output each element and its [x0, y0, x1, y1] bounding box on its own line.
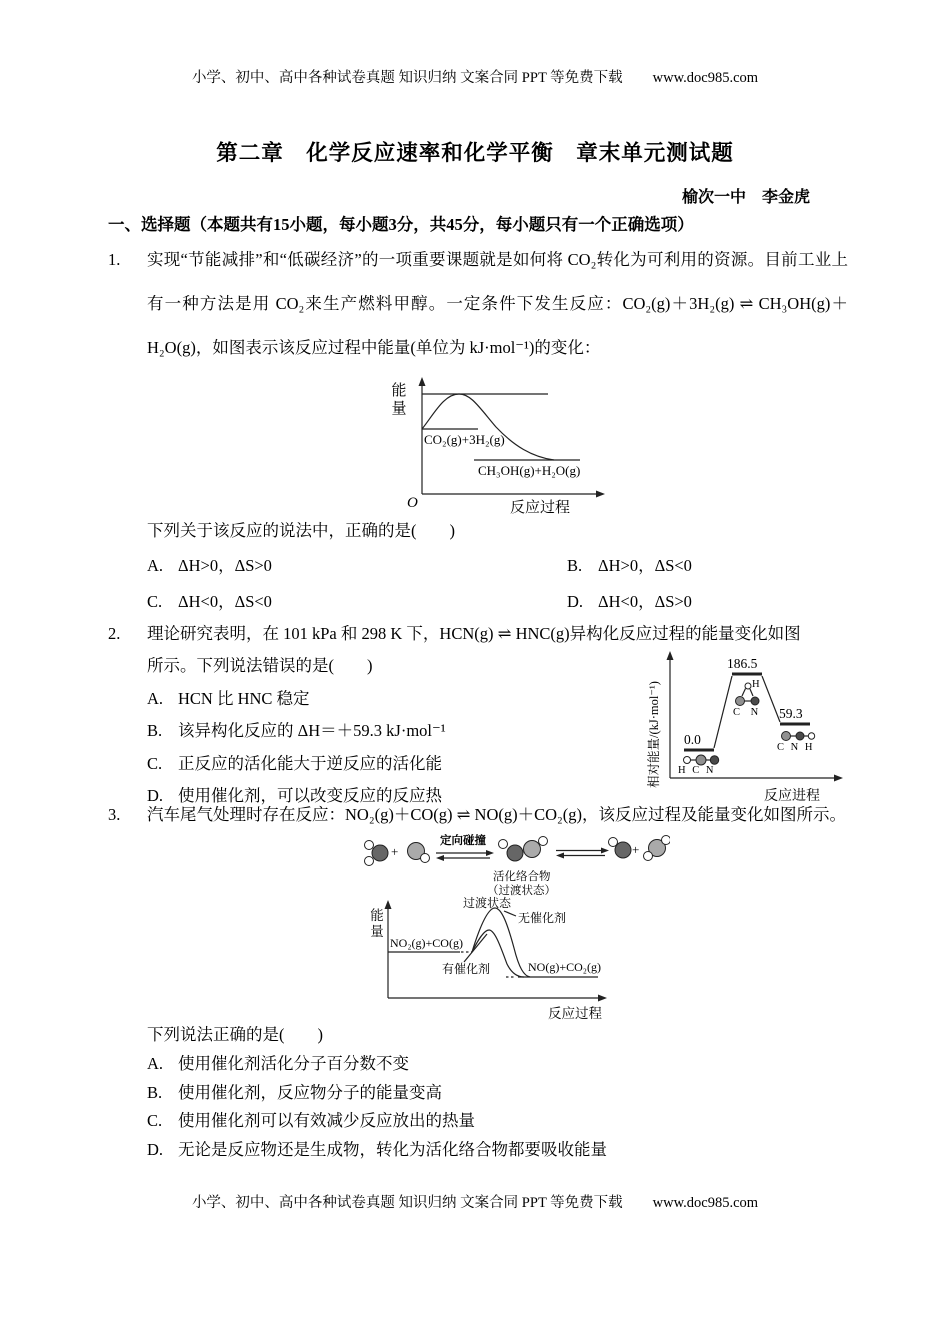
- atom-o: [365, 841, 374, 850]
- fall-line: [762, 676, 780, 722]
- option-label: D.: [567, 592, 584, 611]
- footer-text: 小学、初中、高中各种试卷真题 知识归纳 文案合同 PPT 等免费下载: [191, 1195, 623, 1211]
- transition-state-sub-label: （过渡状态）: [487, 885, 556, 897]
- option-text: 使用催化剂，可以改变反应的反应热: [178, 786, 442, 805]
- q2-energy-diagram: [640, 646, 860, 804]
- author-line: 榆次一中 李金虎: [681, 189, 810, 206]
- atom-n: [796, 732, 804, 740]
- atom-n: [751, 697, 759, 705]
- arrow-left-icon: [436, 855, 444, 861]
- atom-o: [421, 854, 430, 863]
- x-axis-arrow-icon: [598, 995, 607, 1002]
- page-footer: [0, 1191, 950, 1212]
- atom-o: [609, 838, 618, 847]
- transition-state-label: 过渡状态: [463, 896, 512, 910]
- option-text: 使用催化剂可以有效减少反应放出的热量: [178, 1111, 475, 1130]
- footer-url[interactable]: www.doc985.com: [652, 1195, 759, 1211]
- atom-c: [736, 697, 745, 706]
- x-axis-label: 反应过程: [510, 500, 571, 516]
- page-header: [0, 66, 950, 87]
- atom-o: [365, 857, 374, 866]
- x-axis-label: 反应进程: [764, 789, 820, 804]
- bond: [742, 689, 746, 697]
- option-label: C.: [147, 1111, 163, 1130]
- atom-n: [507, 845, 523, 861]
- question-2-number: 2.: [108, 624, 121, 643]
- atom-n: [710, 756, 718, 764]
- atom-o: [662, 836, 671, 845]
- question-2-text-line2: 所示。下列说法错误的是( ): [147, 656, 373, 675]
- option-text: ΔH>0，ΔS>0: [178, 556, 272, 575]
- option-a: [147, 683, 640, 716]
- option-text: ΔH<0，ΔS>0: [598, 592, 692, 611]
- question-3-text: 汽车尾气处理时存在反应：NO₂(g)＋CO(g) ⇌ NO(g)＋CO₂(g)，该反应过程及能量变化如图所示。: [147, 805, 847, 824]
- option-d: [147, 1136, 848, 1165]
- y-axis-arrow-icon: [419, 377, 426, 386]
- option-label: A.: [147, 556, 164, 575]
- molecule-cnh-label: C N H: [777, 742, 815, 753]
- atom-h: [808, 733, 814, 739]
- reactant-label: CO₂(g)+3H₂(g): [424, 432, 505, 447]
- q3-collision-diagram: [360, 834, 670, 896]
- origin-label: O: [407, 495, 418, 511]
- page-title: 第二章 化学反应速率和化学平衡 章末单元测试题: [216, 141, 734, 165]
- option-label: C.: [147, 753, 163, 773]
- option-label: B.: [147, 721, 163, 740]
- y-axis-arrow-icon: [667, 651, 674, 660]
- atom-c: [782, 732, 791, 741]
- y-axis-label: 相对能量/(kJ·mol⁻¹): [647, 681, 661, 788]
- arrow-right-icon: [601, 848, 609, 854]
- question-2-body: [147, 650, 640, 813]
- atom-n: [372, 845, 388, 861]
- energy-curve: [422, 394, 554, 460]
- atom-o: [539, 837, 548, 846]
- option-text: 无论是反应物还是生成物，转化为活化络合物都要吸收能量: [178, 1139, 607, 1159]
- option-text: ΔH>0，ΔS<0: [598, 556, 692, 575]
- catalyst-label: 有催化剂: [442, 962, 491, 976]
- product-label: CH₃OH(g)+H₂O(g): [478, 463, 581, 478]
- option-text: HCN 比 HNC 稳定: [178, 688, 310, 708]
- molecule-peak-h-label: H: [752, 679, 760, 690]
- bond: [750, 689, 753, 696]
- no-catalyst-pointer: [504, 911, 516, 916]
- atom-n: [615, 842, 631, 858]
- atom-h: [684, 757, 691, 764]
- question-1: [108, 238, 848, 620]
- option-d: [567, 584, 848, 620]
- x-axis-arrow-icon: [834, 775, 843, 782]
- reactant-label: NO₂(g)+CO(g): [390, 936, 463, 950]
- header-url[interactable]: www.doc985.com: [652, 70, 759, 86]
- y-axis-label: 能量: [370, 908, 384, 940]
- collision-label: 定向碰撞: [440, 835, 486, 847]
- header-text: 小学、初中、高中各种试卷真题 知识归纳 文案合同 PPT 等免费下载: [191, 70, 623, 86]
- atom-o: [644, 852, 653, 861]
- q3-energy-diagram: [360, 896, 620, 1021]
- option-a: [147, 1050, 848, 1079]
- question-1-text: 实现“节能减排”和“低碳经济”的一项重要课题就是如何将 CO₂转化为可利用的资源。目前工业上有一种方法是用 CO₂来生产燃料甲醇。一定条件下发生反应：CO₂(g)＋3H₂(g) ⇌ CH₃OH(g)＋H₂O(g)，如图表示该反应过程中能量(单位为 kJ·mol⁻¹)的变化：: [147, 250, 848, 357]
- option-text: 该异构化反应的 ΔH＝＋59.3 kJ·mol⁻¹: [178, 721, 446, 740]
- atom-c: [524, 841, 541, 858]
- option-label: C.: [147, 592, 163, 611]
- atom-o: [499, 840, 508, 849]
- arrow-right-icon: [486, 850, 494, 856]
- option-text: 使用催化剂活化分子百分数不变: [178, 1054, 409, 1073]
- question-1-prompt: 下列关于该反应的说法中，正确的是( ): [147, 521, 455, 540]
- option-label: B.: [567, 556, 583, 575]
- option-label: D.: [147, 786, 164, 805]
- y-axis-label: 能量: [391, 383, 407, 418]
- section-heading: 一、选择题（本题共有15小题，每小题3分，共45分，每小题只有一个正确选项）: [108, 215, 694, 234]
- arrow-left-icon: [556, 853, 564, 859]
- option-text: ΔH<0，ΔS<0: [178, 592, 272, 611]
- no-catalyst-label: 无催化剂: [518, 911, 567, 925]
- option-label: B.: [147, 1082, 163, 1102]
- option-label: A.: [147, 688, 164, 708]
- option-label: D.: [147, 1139, 164, 1159]
- q1-energy-diagram: [384, 372, 619, 514]
- plus-sign: +: [391, 844, 399, 859]
- plus-sign: +: [632, 842, 640, 857]
- option-c: [147, 584, 567, 620]
- option-c: [147, 1107, 848, 1136]
- question-3-number: 3.: [108, 805, 121, 824]
- level-end-value: 59.3: [779, 706, 803, 721]
- q3-energy-canvas: [360, 896, 620, 1018]
- activated-complex-label: 活化络合物: [493, 871, 551, 883]
- question-3-prompt: 下列说法正确的是( ): [147, 1025, 323, 1044]
- question-3: [108, 800, 848, 1164]
- question-2: [108, 618, 860, 813]
- molecule-hcn-label: H C N: [678, 765, 716, 776]
- level-peak-value: 186.5: [727, 656, 758, 671]
- level-start-value: 0.0: [684, 732, 701, 747]
- product-label: NO(g)+CO₂(g): [528, 960, 601, 974]
- option-a: [147, 548, 567, 584]
- rise-line: [714, 676, 732, 748]
- question-2-text-line1: 理论研究表明，在 101 kPa 和 298 K 下，HCN(g) ⇌ HNC(g)异构化反应过程的能量变化如图: [147, 624, 801, 643]
- molecule-peak-cn-label: C N: [733, 707, 763, 718]
- catalyst-pointer: [464, 934, 487, 962]
- option-text: 使用催化剂，反应物分子的能量变高: [178, 1082, 442, 1102]
- option-b: [567, 548, 848, 584]
- option-b: [147, 715, 640, 748]
- atom-h: [745, 683, 751, 689]
- question-1-options: [147, 548, 848, 620]
- option-c: [147, 748, 640, 781]
- atom-c: [696, 755, 706, 765]
- x-axis-label: 反应过程: [548, 1006, 602, 1021]
- option-label: A.: [147, 1054, 164, 1073]
- option-b: [147, 1079, 848, 1108]
- option-text: 正反应的活化能大于逆反应的活化能: [178, 753, 442, 773]
- x-axis-arrow-icon: [596, 491, 605, 498]
- question-1-number: 1.: [108, 250, 121, 269]
